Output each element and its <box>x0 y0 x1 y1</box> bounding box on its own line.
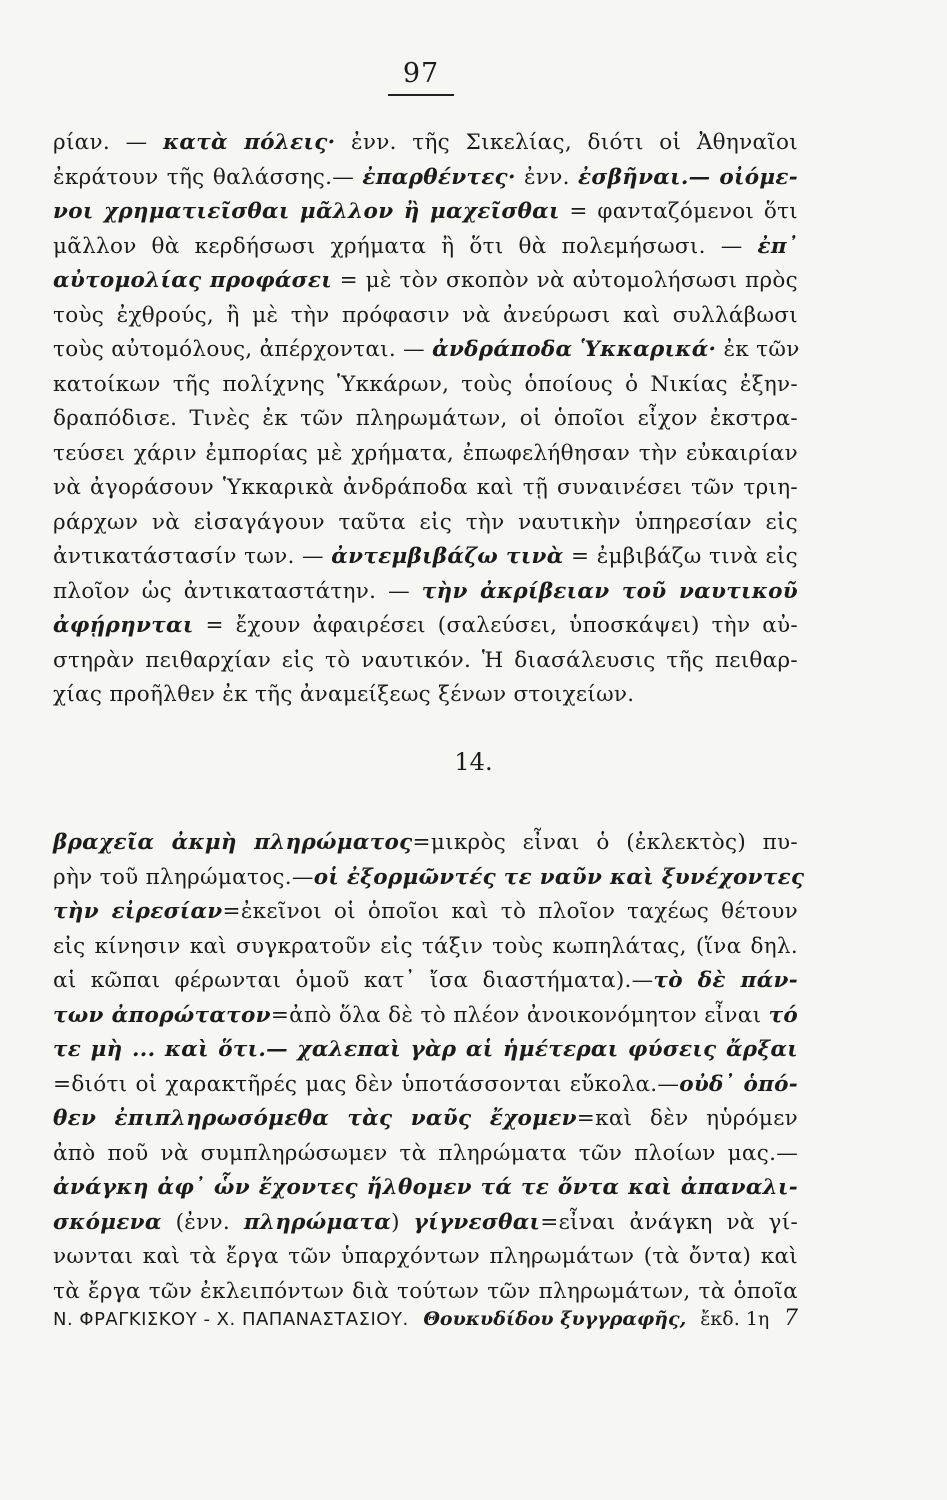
text-line <box>53 264 798 299</box>
text-line <box>53 195 798 230</box>
text-line <box>53 678 798 713</box>
text-line <box>53 402 798 437</box>
text-line <box>53 1033 798 1068</box>
text-line <box>53 506 798 541</box>
gloss-text: νωνται καὶ τὰ ἔργα τῶν ὑπαρχόντων πληρωμάτων (τὰ ὄντα) καὶ <box>53 1244 798 1269</box>
text-line <box>53 437 798 472</box>
footer-edition: ἔκδ. 1η <box>700 1308 770 1330</box>
section-number: 14. <box>454 748 493 776</box>
text-line <box>53 126 798 161</box>
text-line <box>53 1275 798 1310</box>
gloss-text: =ἐκεῖνοι οἱ ὁποῖοι καὶ τὸ πλοῖον ταχέως θέτουν <box>222 899 798 924</box>
text-line <box>53 644 798 679</box>
gloss-text: χίας προῆλθεν ἐκ τῆς ἀναμείξεως ξένων στοιχείων. <box>53 682 635 707</box>
lemma-phrase: τὸ δὲ πάν- <box>653 968 798 993</box>
lemma-phrase: των ἀπορώτατον <box>53 1002 271 1028</box>
text-line <box>53 540 798 575</box>
text-line <box>53 230 798 265</box>
commentary-block-2 <box>53 826 805 1309</box>
lemma-phrase: σκόμενα <box>53 1209 162 1235</box>
lemma-phrase: ἐπαρθέντες· <box>362 164 516 190</box>
gloss-text: (ἐνν. <box>161 1209 244 1235</box>
footer-book-title: Θουκυδίδου ξυγγραφῆς, <box>423 1308 687 1330</box>
gloss-text: =μικρὸς εἶναι ὁ (ἐκλεκτὸς) πυ- <box>412 830 798 855</box>
text-line <box>53 999 798 1034</box>
lemma-phrase: ἀνδράποδα Ὑκκαρικά· <box>432 337 717 362</box>
gloss-text: ἐνν. τῆς Σικελίας, διότι οἱ Ἀθηναῖοι <box>335 130 798 155</box>
lemma-phrase: ἀνάγκη ἀφ᾽ ὧν ἔχοντες ἤλθομεν τά τε ὄντα καὶ ἀπαναλι- <box>53 1175 798 1200</box>
lemma-phrase: κατὰ πόλεις· <box>162 130 336 155</box>
text-line <box>53 161 798 196</box>
lemma-phrase: ἐσβῆναι.— οἰόμε- <box>578 164 798 190</box>
gloss-text: τοὺς ἐχθρούς, ἢ μὲ τὴν πρόφασιν νὰ ἀνεύρωσι καὶ συλλάβωσι <box>53 302 798 328</box>
gloss-text: = φανταζόμενοι ὅτι <box>559 199 798 224</box>
lemma-phrase: βραχεῖα ἀκμὴ πληρώματος <box>53 830 413 855</box>
gloss-text: αἱ κῶπαι φέρωνται ὁμοῦ κατ᾽ ἴσα διαστήματα).— <box>53 968 654 993</box>
lemma-phrase: ἀφῄρηνται <box>53 613 194 638</box>
gloss-text: ράρχων νὰ εἰσαγάγουν ταῦτα εἰς τὴν ναυτικὴν ὑπηρεσίαν εἰς <box>53 509 798 535</box>
text-line <box>53 368 798 403</box>
lemma-phrase: θεν ἐπιπληρωσόμεθα τὰς ναῦς ἔχομεν <box>53 1106 577 1131</box>
text-line <box>53 826 798 861</box>
footer-authors: Ν. ΦΡΑΓΚΙΣΚΟΥ - Χ. ΠΑΠΑΝΑΣΤΑΣΙΟΥ. <box>53 1309 409 1330</box>
gloss-text: εἰς κίνησιν καὶ συγκρατοῦν εἰς τάξιν τοὺς κωπηλάτας, (ἵνα δηλ. <box>53 933 798 959</box>
gloss-text: = ἐμβιβάζω τινὰ εἰς <box>563 544 799 569</box>
lemma-phrase: τό <box>768 1002 798 1028</box>
gloss-text: τεύσει χάριν ἐμπορίας μὲ χρήματα, ἐπωφελήθησαν τὴν εὐκαιρίαν <box>53 440 798 466</box>
text-line <box>53 930 798 965</box>
page-number: 97 <box>402 58 440 89</box>
gloss-text: =ἀπὸ ὅλα δὲ τὸ πλέον ἀνοικονόμητον εἶναι <box>270 1002 769 1028</box>
gloss-text: =καὶ δὲν ηὑρόμεν <box>576 1106 798 1131</box>
lemma-phrase: ἀντεμβιβάζω τινὰ <box>331 544 564 569</box>
text-line <box>53 299 798 334</box>
text-line <box>53 1137 798 1172</box>
commentary-block-1 <box>53 126 798 713</box>
gloss-text: ἐκ τῶν <box>716 337 800 362</box>
lemma-phrase: πληρώματα <box>243 1209 392 1235</box>
lemma-phrase: οἱ ἐξορμῶντές τε ναῦν καὶ ξυνέχοντες <box>313 864 805 890</box>
text-line <box>53 1171 798 1206</box>
gloss-text: ρὴν τοῦ πληρώματος.— <box>53 864 314 890</box>
lemma-phrase: γίγνεσθαι <box>413 1209 541 1235</box>
gloss-text: τὰ ἔργα τῶν ἐκλειπόντων διὰ τούτων τῶν πληρωμάτων, τὰ ὁποῖα <box>53 1278 798 1304</box>
text-line <box>53 1240 798 1275</box>
gloss-text: τοὺς αὐτομόλους, ἀπέρχονται. — <box>53 337 433 362</box>
text-line <box>53 964 798 999</box>
gloss-text: δραπόδισε. Τινὲς ἐκ τῶν πληρωμάτων, οἱ ὁποῖοι εἶχον ἐκστρα- <box>53 406 798 431</box>
lemma-phrase: τὴν εἰρεσίαν <box>53 899 223 924</box>
gloss-text: κατοίκων τῆς πολίχνης Ὑκκάρων, τοὺς ὁποίους ὁ Νικίας ἐξην- <box>53 371 798 397</box>
lemma-phrase: νοι χρηματιεῖσθαι μᾶλλον ἢ μαχεῖσθαι <box>53 199 560 224</box>
lemma-phrase: τε μὴ ... καὶ ὅτι.— χαλεπαὶ γὰρ αἱ ἡμέτεραι φύσεις ἄρξαι <box>53 1037 798 1062</box>
lemma-phrase: αὐτομολίας προφάσει <box>53 268 332 293</box>
text-line <box>53 1206 798 1241</box>
gloss-text: = ἔχουν ἀφαιρέσει (σαλεύσει, ὑποσκάψει) τὴν αὐ- <box>193 613 798 638</box>
gloss-text: πλοῖον ὡς ἀντικαταστάτην. — <box>53 578 422 604</box>
lemma-phrase: ἐπ᾽ <box>757 233 798 259</box>
gloss-text: ρίαν. — <box>53 130 163 155</box>
gloss-text: = μὲ τὸν σκοπὸν νὰ αὐτομολήσωσι πρὸς <box>331 268 798 293</box>
gloss-text: ) <box>391 1209 414 1235</box>
text-line <box>53 575 798 610</box>
printer-signature-mark: 7 <box>784 1306 798 1331</box>
gloss-text: νὰ ἀγοράσουν Ὑκκαρικὰ ἀνδράποδα καὶ τῇ συναινέσει τῶν τριη- <box>53 475 798 500</box>
gloss-text: ἀντικατάστασίν των. — <box>53 544 332 569</box>
text-line <box>53 1068 798 1103</box>
page-number-rule <box>388 94 454 96</box>
text-line <box>53 895 798 930</box>
text-line <box>53 333 798 368</box>
page-footer <box>53 1306 798 1331</box>
gloss-text: ἐνν. <box>515 164 579 190</box>
gloss-text: στηρὰν πειθαρχίαν εἰς τὸ ναυτικόν. Ἡ διασάλευσις τῆς πειθαρ- <box>53 647 798 673</box>
gloss-text: =διότι οἱ χαρακτῆρές μας δὲν ὑποτάσσονται εὔκολα.— <box>53 1071 680 1097</box>
lemma-phrase: τὴν ἀκρίβειαν τοῦ ναυτικοῦ <box>421 578 798 604</box>
footer-book-info <box>409 1308 784 1330</box>
text-line <box>53 609 798 644</box>
text-line <box>53 1102 798 1137</box>
gloss-text: ἀπὸ ποῦ νὰ συμπληρώσωμεν τὰ πληρώματα τῶν πλοίων μας.— <box>53 1140 798 1166</box>
lemma-phrase: οὐδ᾽ ὁπό- <box>679 1071 798 1097</box>
gloss-text: ἐκράτουν τῆς θαλάσσης.— <box>53 164 363 190</box>
text-line <box>53 471 798 506</box>
text-line <box>53 861 805 896</box>
gloss-text: μᾶλλον θὰ κερδήσωσι χρήματα ἢ ὅτι θὰ πολεμήσωσι. — <box>53 233 758 259</box>
gloss-text: =εἶναι ἀνάγκη νὰ γί- <box>540 1209 799 1235</box>
